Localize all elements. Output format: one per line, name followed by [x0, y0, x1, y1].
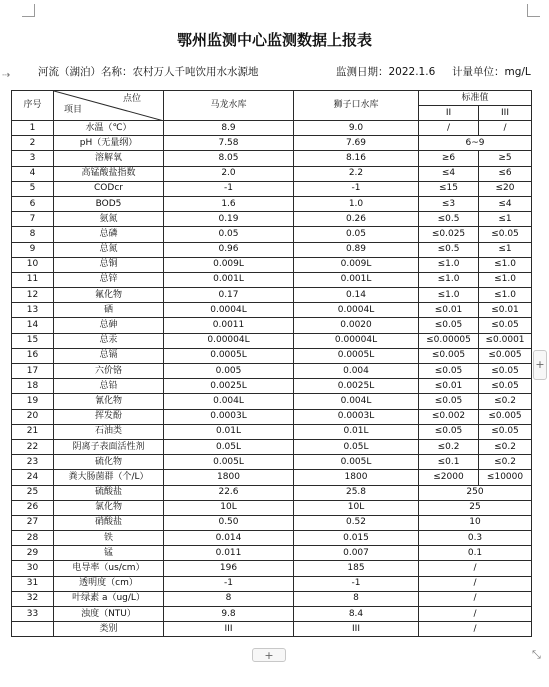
cell-site-2[interactable]: 0.004 [294, 364, 419, 379]
table-row [12, 394, 532, 409]
cell-standard-3[interactable]: ≤20 [479, 181, 532, 196]
cell-seq[interactable]: 11 [12, 272, 54, 287]
cell-site-1[interactable]: 0.014 [164, 531, 294, 546]
cell-item[interactable]: pH（无量纲） [54, 136, 164, 151]
cell-seq[interactable]: 10 [12, 257, 54, 272]
cell-standard-2[interactable]: ≤0.05 [419, 318, 479, 333]
cell-site-1[interactable]: -1 [164, 576, 294, 591]
cell-standard-3[interactable]: ≤1 [479, 242, 532, 257]
cell-standard-2[interactable]: ≤0.002 [419, 409, 479, 424]
cell-site-2[interactable]: 0.007 [294, 546, 419, 561]
cell-item[interactable]: 六价铬 [54, 364, 164, 379]
table-row [12, 607, 532, 622]
cell-site-2[interactable]: III [294, 622, 419, 637]
table-row [12, 470, 532, 485]
cell-item[interactable]: 浊度（NTU） [54, 607, 164, 622]
cell-standard-3[interactable]: ≤1.0 [479, 272, 532, 287]
cell-standard-2[interactable]: / [419, 121, 479, 136]
cell-standard[interactable]: / [419, 607, 532, 622]
cell-site-2[interactable]: 0.05L [294, 439, 419, 454]
table-row [12, 576, 532, 591]
cell-item[interactable]: CODcr [54, 181, 164, 196]
cell-site-1[interactable]: 8 [164, 591, 294, 606]
cell-site-2[interactable]: 0.01L [294, 424, 419, 439]
cell-item[interactable]: 挥发酚 [54, 409, 164, 424]
cell-seq[interactable]: 17 [12, 364, 54, 379]
cell-standard-2[interactable]: ≤1.0 [419, 257, 479, 272]
cell-site-2[interactable]: 7.69 [294, 136, 419, 151]
cell-site-1[interactable]: 0.05L [164, 439, 294, 454]
table-row [12, 591, 532, 606]
page-title: 鄂州监测中心监测数据上报表 [176, 31, 372, 49]
cell-seq[interactable]: 25 [12, 485, 54, 500]
cell-seq[interactable]: 27 [12, 515, 54, 530]
page-corner-mark-left [22, 4, 35, 17]
cell-site-1[interactable]: 0.01L [164, 424, 294, 439]
cell-standard-3[interactable]: ≥5 [479, 151, 532, 166]
header-standard: 标准值 [419, 91, 532, 106]
cell-site-2[interactable]: 1.0 [294, 196, 419, 211]
cell-site-1[interactable]: 0.19 [164, 212, 294, 227]
cell-standard-3[interactable]: ≤0.05 [479, 364, 532, 379]
cell-item[interactable]: 水温（℃） [54, 121, 164, 136]
cell-site-1[interactable]: 0.96 [164, 242, 294, 257]
cell-item[interactable]: 总磷 [54, 227, 164, 242]
cell-seq[interactable]: 26 [12, 500, 54, 515]
cell-item[interactable]: 透明度（cm） [54, 576, 164, 591]
cell-site-2[interactable]: 8.16 [294, 151, 419, 166]
table-row [12, 439, 532, 454]
cell-site-2[interactable]: 0.05 [294, 227, 419, 242]
cell-site-2[interactable]: 8.4 [294, 607, 419, 622]
cell-standard-2[interactable]: ≤0.2 [419, 439, 479, 454]
header-point: 点位 [122, 94, 141, 104]
table-row [12, 531, 532, 546]
cell-standard-2[interactable]: ≤3 [419, 196, 479, 211]
cell-standard-3[interactable]: ≤0.0001 [479, 333, 532, 348]
cell-site-2[interactable]: 8 [294, 591, 419, 606]
cell-seq[interactable]: 3 [12, 151, 54, 166]
cell-site-1[interactable]: 196 [164, 561, 294, 576]
cell-item[interactable]: 总汞 [54, 333, 164, 348]
cell-seq[interactable]: 2 [12, 136, 54, 151]
cell-item[interactable]: 电导率（us/cm） [54, 561, 164, 576]
table-row [12, 500, 532, 515]
cell-site-2[interactable]: 0.14 [294, 288, 419, 303]
cell-standard-2[interactable]: ≤0.01 [419, 379, 479, 394]
table-row [12, 166, 532, 181]
cell-site-1[interactable]: 1800 [164, 470, 294, 485]
cell-standard-3[interactable]: ≤1.0 [479, 257, 532, 272]
cell-site-2[interactable]: 0.009L [294, 257, 419, 272]
cell-standard[interactable]: / [419, 561, 532, 576]
table-row [12, 272, 532, 287]
table-row [12, 409, 532, 424]
cell-site-2[interactable]: -1 [294, 181, 419, 196]
cell-site-2[interactable]: -1 [294, 576, 419, 591]
cell-seq[interactable]: 8 [12, 227, 54, 242]
cell-site-2[interactable]: 0.26 [294, 212, 419, 227]
table-row [12, 288, 532, 303]
cell-standard-3[interactable]: ≤0.2 [479, 455, 532, 470]
cell-item[interactable]: 总铅 [54, 379, 164, 394]
cell-site-2[interactable]: 0.0005L [294, 348, 419, 363]
cell-item[interactable]: 类别 [54, 622, 164, 637]
table-row [12, 515, 532, 530]
page-corner-mark-right [527, 4, 540, 17]
cell-site-2[interactable]: 0.004L [294, 394, 419, 409]
table-row [12, 561, 532, 576]
cell-standard-3[interactable]: ≤1 [479, 212, 532, 227]
measure-unit: 计量单位：mg/L [452, 66, 531, 78]
cell-site-2[interactable]: 9.0 [294, 121, 419, 136]
table-row [12, 151, 532, 166]
table-row [12, 303, 532, 318]
cell-standard-2[interactable]: ≤0.005 [419, 348, 479, 363]
cell-seq[interactable]: 15 [12, 333, 54, 348]
cell-seq[interactable]: 21 [12, 424, 54, 439]
cell-site-2[interactable]: 0.89 [294, 242, 419, 257]
cell-item[interactable]: 硫化物 [54, 455, 164, 470]
cell-site-1[interactable]: 0.011 [164, 546, 294, 561]
table-row [12, 546, 532, 561]
cell-item[interactable]: 氯化物 [54, 500, 164, 515]
cell-standard-3[interactable]: ≤1.0 [479, 288, 532, 303]
cell-site-2[interactable]: 25.8 [294, 485, 419, 500]
cell-standard-2[interactable]: ≤1.0 [419, 272, 479, 287]
cell-site-2[interactable]: 0.005L [294, 455, 419, 470]
cell-site-2[interactable]: 2.2 [294, 166, 419, 181]
header-row-1 [12, 91, 532, 106]
header-site-1: 马龙水库 [164, 91, 294, 121]
cell-standard-3[interactable]: / [479, 121, 532, 136]
cell-seq[interactable]: 33 [12, 607, 54, 622]
cell-site-2[interactable]: 0.0020 [294, 318, 419, 333]
cell-seq[interactable]: 28 [12, 531, 54, 546]
cell-standard-3[interactable]: ≤0.05 [479, 424, 532, 439]
cell-item[interactable]: 硝酸盐 [54, 515, 164, 530]
cell-standard-2[interactable]: ≤15 [419, 181, 479, 196]
table-resize-handle-icon[interactable]: ⤡ [532, 648, 541, 661]
cell-site-2[interactable]: 10L [294, 500, 419, 515]
cell-site-1[interactable]: 0.005L [164, 455, 294, 470]
cell-standard-3[interactable]: ≤0.05 [479, 379, 532, 394]
cell-site-1[interactable]: 8.9 [164, 121, 294, 136]
cell-site-2[interactable]: 0.0004L [294, 303, 419, 318]
table-row [12, 379, 532, 394]
cell-standard-2[interactable]: ≤2000 [419, 470, 479, 485]
cell-item[interactable]: 氨氮 [54, 212, 164, 227]
cell-seq[interactable]: 13 [12, 303, 54, 318]
table-row [12, 227, 532, 242]
cell-standard-2[interactable]: ≥6 [419, 151, 479, 166]
cell-standard-3[interactable]: ≤10000 [479, 470, 532, 485]
cell-item[interactable]: 叶绿素 a（ug/L） [54, 591, 164, 606]
cell-site-1[interactable]: 9.8 [164, 607, 294, 622]
table-row [12, 485, 532, 500]
cell-seq[interactable]: 23 [12, 455, 54, 470]
cell-seq[interactable]: 32 [12, 591, 54, 606]
table-row [12, 212, 532, 227]
cell-item[interactable]: 阴离子表面活性剂 [54, 439, 164, 454]
cell-standard-3[interactable]: ≤6 [479, 166, 532, 181]
cell-standard[interactable]: 6~9 [419, 136, 532, 151]
cell-site-2[interactable]: 1800 [294, 470, 419, 485]
table-row [12, 333, 532, 348]
cell-item[interactable]: 铁 [54, 531, 164, 546]
cell-standard-2[interactable]: ≤0.00005 [419, 333, 479, 348]
cell-site-1[interactable]: 0.0025L [164, 379, 294, 394]
cell-item[interactable]: 锰 [54, 546, 164, 561]
cell-site-2[interactable]: 0.015 [294, 531, 419, 546]
cell-standard[interactable]: 25 [419, 500, 532, 515]
cell-standard-2[interactable]: ≤0.5 [419, 242, 479, 257]
table-row [12, 622, 532, 637]
add-row-button[interactable]: + [252, 648, 286, 662]
cell-site-1[interactable]: -1 [164, 181, 294, 196]
cell-item[interactable]: 石油类 [54, 424, 164, 439]
table-move-handle-icon[interactable]: ⇢ [2, 70, 11, 81]
cell-seq[interactable]: 12 [12, 288, 54, 303]
cell-seq[interactable]: 22 [12, 439, 54, 454]
cell-standard[interactable]: / [419, 591, 532, 606]
cell-seq[interactable]: 7 [12, 212, 54, 227]
cell-site-1[interactable]: 0.001L [164, 272, 294, 287]
cell-seq[interactable]: 29 [12, 546, 54, 561]
cell-item[interactable]: 粪大肠菌群（个/L） [54, 470, 164, 485]
cell-standard-3[interactable]: ≤0.01 [479, 303, 532, 318]
cell-seq[interactable]: 1 [12, 121, 54, 136]
cell-site-1[interactable]: 1.6 [164, 196, 294, 211]
cell-site-1[interactable]: 7.58 [164, 136, 294, 151]
cell-seq[interactable]: 19 [12, 394, 54, 409]
table-row [12, 318, 532, 333]
cell-seq[interactable]: 31 [12, 576, 54, 591]
report-table [11, 90, 532, 637]
cell-item[interactable]: 总氮 [54, 242, 164, 257]
cell-standard-3[interactable]: ≤0.005 [479, 409, 532, 424]
cell-item[interactable]: 氟化物 [54, 288, 164, 303]
cell-site-1[interactable]: 0.004L [164, 394, 294, 409]
cell-item[interactable]: 氰化物 [54, 394, 164, 409]
cell-item[interactable]: 总锌 [54, 272, 164, 287]
table-row [12, 121, 532, 136]
cell-site-2[interactable]: 0.00004L [294, 333, 419, 348]
cell-standard-2[interactable]: ≤0.05 [419, 424, 479, 439]
cell-site-1[interactable]: 10L [164, 500, 294, 515]
cell-item[interactable]: 高锰酸盐指数 [54, 166, 164, 181]
cell-standard[interactable]: / [419, 576, 532, 591]
cell-standard-3[interactable]: ≤0.2 [479, 439, 532, 454]
table-row [12, 257, 532, 272]
cell-seq[interactable]: 20 [12, 409, 54, 424]
cell-standard-2[interactable]: ≤0.01 [419, 303, 479, 318]
cell-site-1[interactable]: 0.00004L [164, 333, 294, 348]
cell-site-1[interactable]: 0.0003L [164, 409, 294, 424]
table-row [12, 424, 532, 439]
cell-standard[interactable]: / [419, 622, 532, 637]
cell-standard-3[interactable]: ≤0.05 [479, 318, 532, 333]
cell-seq[interactable]: 14 [12, 318, 54, 333]
cell-standard-2[interactable]: ≤4 [419, 166, 479, 181]
header-site-2: 狮子口水库 [294, 91, 419, 121]
cell-site-1[interactable]: 0.0005L [164, 348, 294, 363]
table-row [12, 136, 532, 151]
cell-standard[interactable]: 0.3 [419, 531, 532, 546]
cell-standard[interactable]: 10 [419, 515, 532, 530]
cell-standard-2[interactable]: ≤0.05 [419, 364, 479, 379]
cell-item[interactable]: 硒 [54, 303, 164, 318]
cell-standard-3[interactable]: ≤0.2 [479, 394, 532, 409]
cell-item[interactable]: 溶解氧 [54, 151, 164, 166]
cell-seq[interactable]: 30 [12, 561, 54, 576]
cell-seq[interactable]: 18 [12, 379, 54, 394]
header-seq: 序号 [12, 91, 54, 121]
add-column-button[interactable]: + [533, 350, 547, 380]
cell-site-2[interactable]: 0.001L [294, 272, 419, 287]
table-row [12, 364, 532, 379]
cell-site-1[interactable]: 0.0011 [164, 318, 294, 333]
header-class-3: III [479, 106, 532, 121]
cell-standard-2[interactable]: ≤0.1 [419, 455, 479, 470]
cell-site-1[interactable]: 22.6 [164, 485, 294, 500]
cell-site-2[interactable]: 185 [294, 561, 419, 576]
cell-item[interactable]: 总砷 [54, 318, 164, 333]
cell-standard-2[interactable]: ≤0.05 [419, 394, 479, 409]
cell-seq[interactable] [12, 622, 54, 637]
cell-seq[interactable]: 9 [12, 242, 54, 257]
cell-standard-3[interactable]: ≤0.05 [479, 227, 532, 242]
cell-item[interactable]: 总镉 [54, 348, 164, 363]
cell-standard-3[interactable]: ≤4 [479, 196, 532, 211]
cell-site-1[interactable]: 0.17 [164, 288, 294, 303]
header-item: 项目 [64, 105, 83, 115]
cell-site-1[interactable]: 2.0 [164, 166, 294, 181]
table-row [12, 181, 532, 196]
cell-standard[interactable]: 250 [419, 485, 532, 500]
cell-site-1[interactable]: 0.05 [164, 227, 294, 242]
header-diagonal-cell [54, 91, 164, 121]
cell-site-2[interactable]: 0.52 [294, 515, 419, 530]
cell-standard[interactable]: 0.1 [419, 546, 532, 561]
cell-standard-2[interactable]: ≤0.5 [419, 212, 479, 227]
cell-site-1[interactable]: 0.009L [164, 257, 294, 272]
cell-seq[interactable]: 24 [12, 470, 54, 485]
river-name: 河流（湖泊）名称：农村万人千吨饮用水水源地 [38, 66, 259, 78]
header-class-2: II [419, 106, 479, 121]
cell-item[interactable]: BOD5 [54, 196, 164, 211]
cell-standard-2[interactable]: ≤0.025 [419, 227, 479, 242]
cell-item[interactable]: 硫酸盐 [54, 485, 164, 500]
cell-site-1[interactable]: 0.0004L [164, 303, 294, 318]
cell-seq[interactable]: 5 [12, 181, 54, 196]
table-row [12, 348, 532, 363]
table-row [12, 242, 532, 257]
cell-standard-3[interactable]: ≤0.005 [479, 348, 532, 363]
cell-seq[interactable]: 6 [12, 196, 54, 211]
cell-site-2[interactable]: 0.0003L [294, 409, 419, 424]
cell-site-1[interactable]: 0.005 [164, 364, 294, 379]
cell-item[interactable]: 总铜 [54, 257, 164, 272]
cell-seq[interactable]: 16 [12, 348, 54, 363]
cell-site-2[interactable]: 0.0025L [294, 379, 419, 394]
cell-site-1[interactable]: 8.05 [164, 151, 294, 166]
table-row [12, 455, 532, 470]
cell-site-1[interactable]: 0.50 [164, 515, 294, 530]
cell-site-1[interactable]: III [164, 622, 294, 637]
cell-standard-2[interactable]: ≤1.0 [419, 288, 479, 303]
table-row [12, 196, 532, 211]
monitor-date: 监测日期：2022.1.6 [336, 66, 436, 78]
cell-seq[interactable]: 4 [12, 166, 54, 181]
